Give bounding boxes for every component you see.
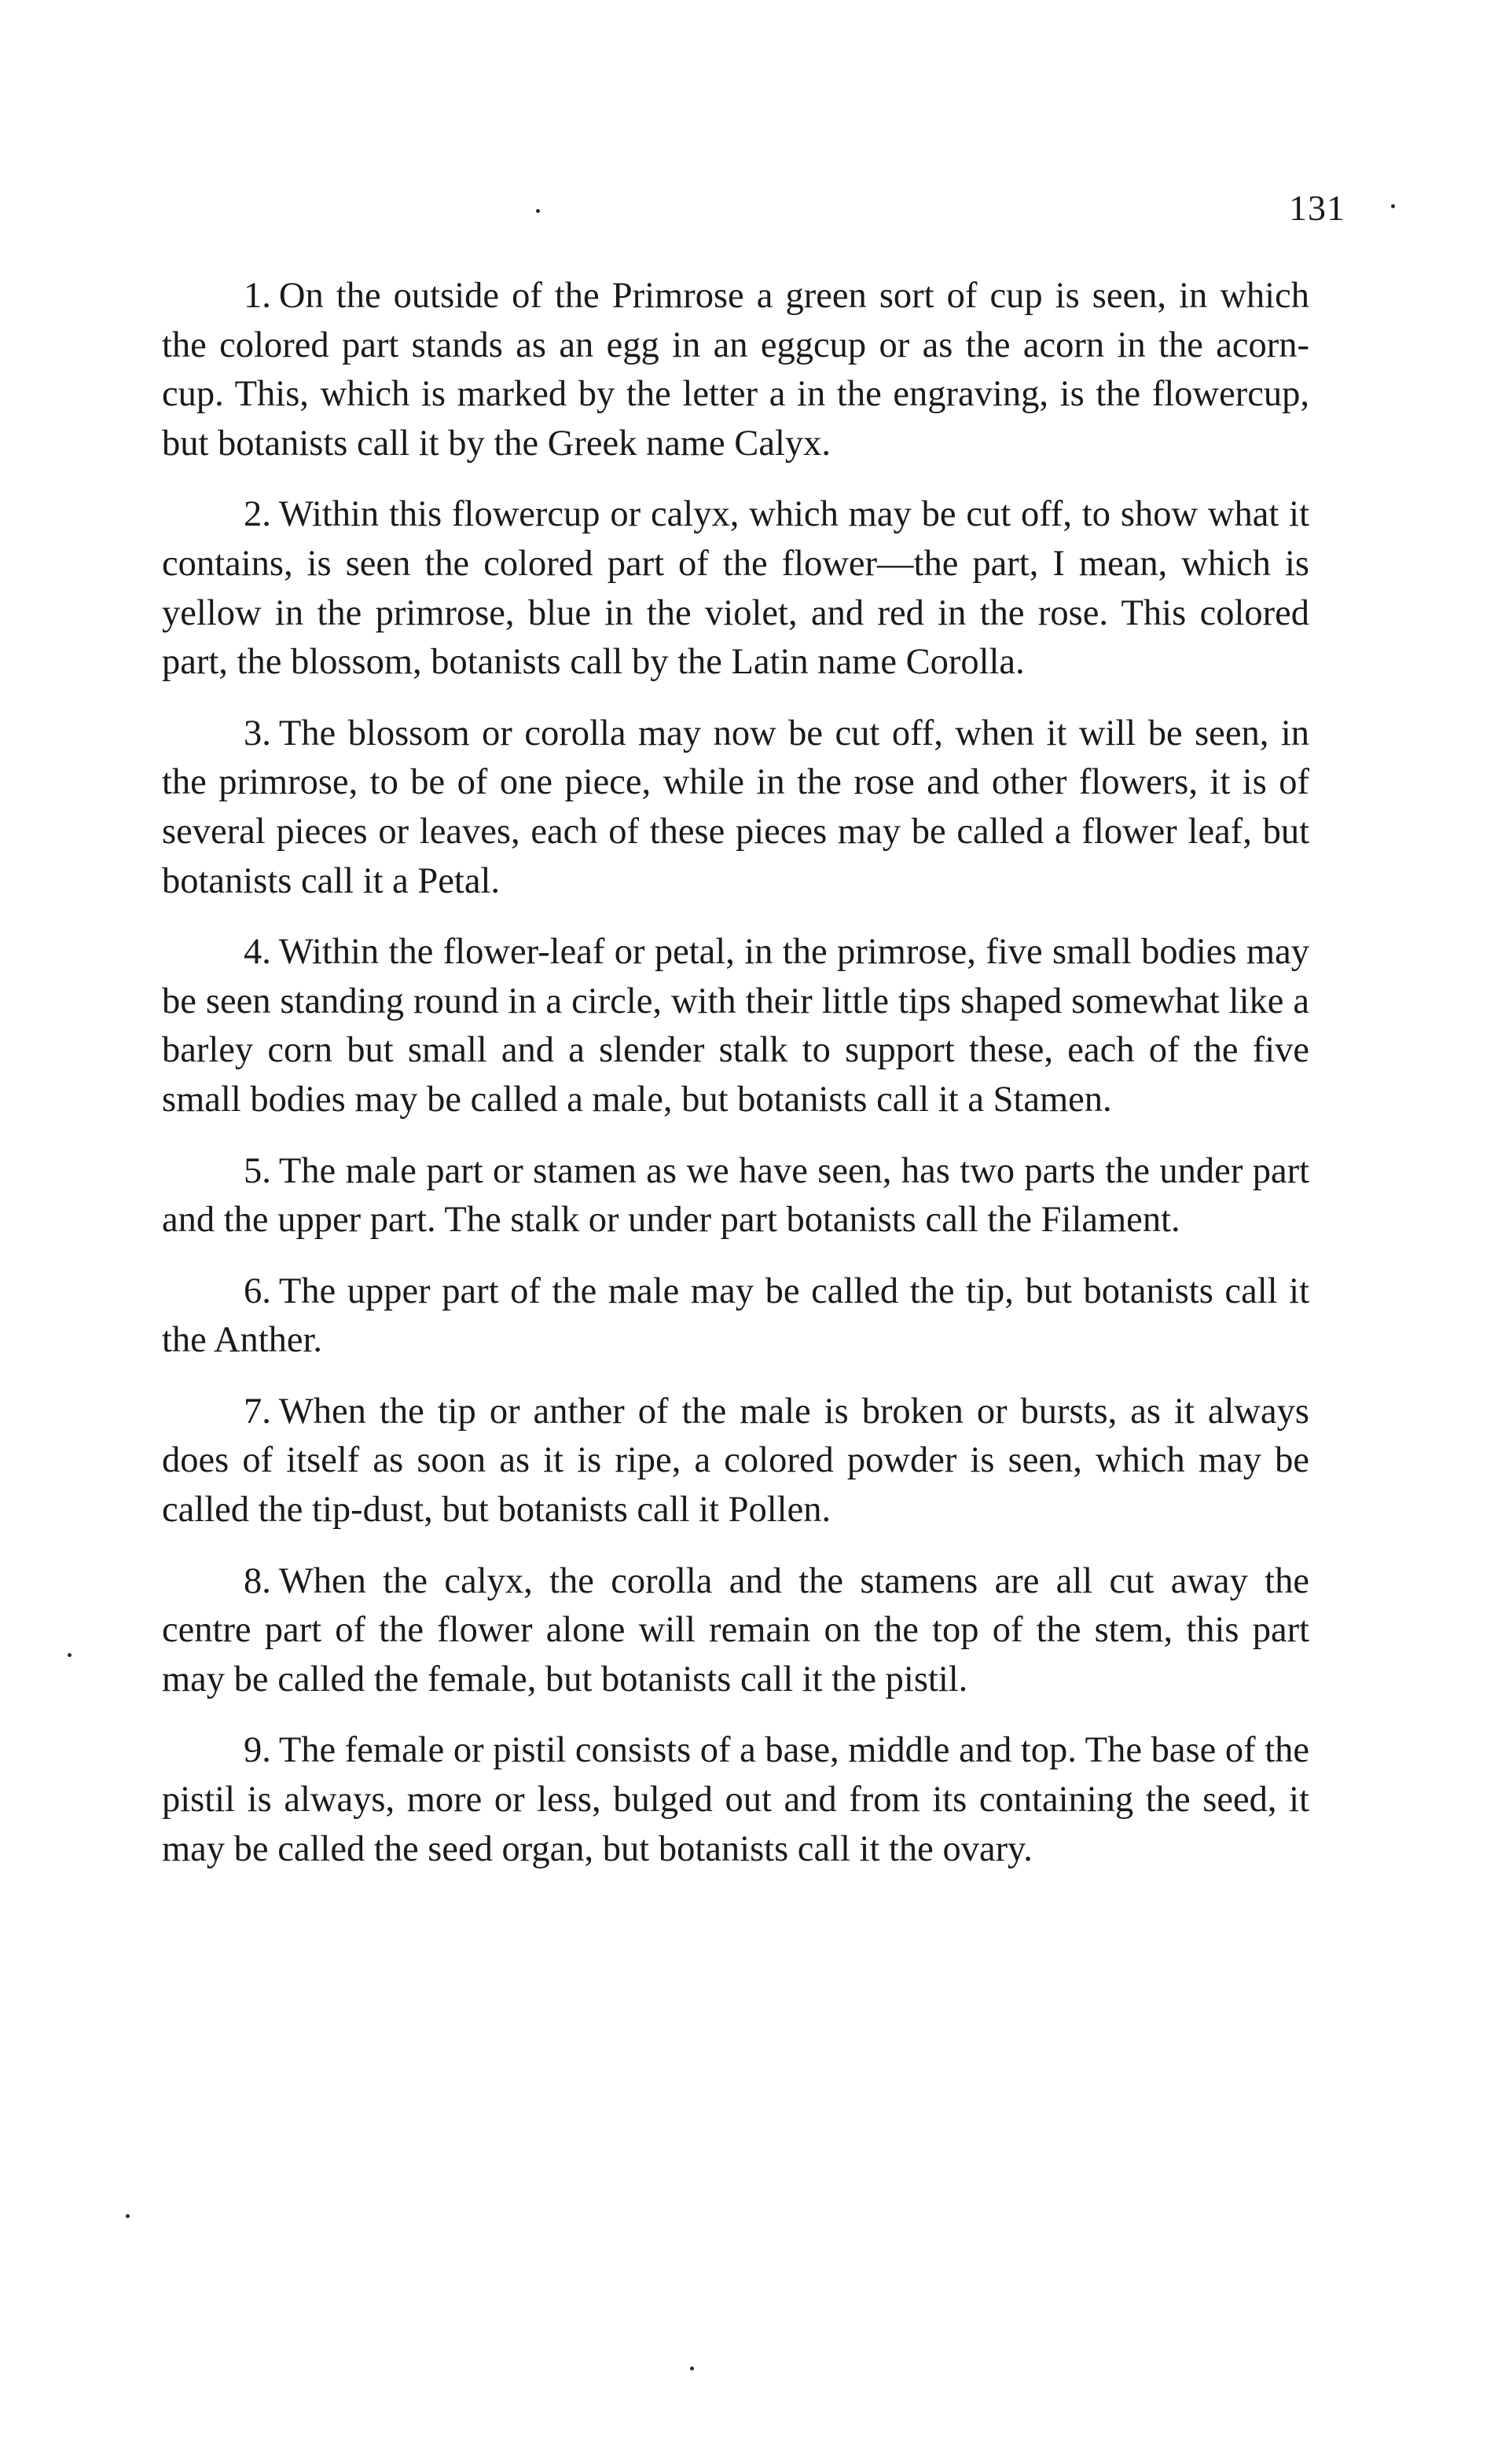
paragraph-text: The female or pistil consists of a base, middle and top. The base of the pistil is always, more or less, bulged out and from its containing the seed, it may be called the seed organ, but botanists call it the ovary. <box>162 1730 1310 1869</box>
paragraph-text: When the calyx, the corolla and the stamens are all cut away the centre part of the flower alone will remain on the top of the stem, this part may be called the female, but botanists call it the pistil. <box>162 1560 1309 1700</box>
print-speck <box>536 209 540 213</box>
paragraph-number: 3. <box>244 713 271 754</box>
paragraph-corolla <box>162 490 1309 687</box>
paragraph-number: 8. <box>244 1560 271 1601</box>
paragraph-pistil <box>162 1557 1309 1705</box>
paragraph-text: On the outside of the Primrose a green sort of cup is seen, in which the colored part stands as an egg in an eggcup or as the acorn in the acorn-cup. This, which is marked by the letter a in the engraving, is the flowercup, but botanists call it by the Greek name Calyx. <box>162 276 1309 464</box>
print-speck <box>690 2367 694 2370</box>
paragraph-text: The male part or stamen as we have seen, has two parts the under part and the upper part. The stalk or under part botanists call the Filament. <box>162 1150 1309 1241</box>
paragraph-stamen <box>162 928 1309 1124</box>
body-text <box>162 272 1309 1896</box>
paragraph-anther <box>162 1267 1309 1366</box>
paragraph-number: 9. <box>244 1730 271 1771</box>
paragraph-number: 1. <box>244 276 271 316</box>
paragraph-number: 7. <box>244 1391 271 1432</box>
paragraph-text: The blossom or corolla may now be cut off, when it will be seen, in the primrose, to be of one piece, while in the rose and other flowers, it is of several pieces or leaves, each of these pieces may be called a flower leaf, but botanists call it a Petal. <box>162 713 1309 901</box>
paragraph-number: 6. <box>244 1270 271 1311</box>
paragraph-ovary <box>162 1726 1309 1874</box>
paragraph-petal <box>162 710 1309 906</box>
print-speck <box>1391 204 1395 208</box>
paragraph-calyx <box>162 272 1309 468</box>
paragraph-number: 5. <box>244 1150 271 1191</box>
paragraph-text: When the tip or anther of the male is broken or bursts, as it always does of itself as soon as it is ripe, a colored powder is seen, which may be called the tip-dust, but botanists call it Pollen. <box>162 1391 1309 1531</box>
page-number: 131 <box>1289 188 1345 228</box>
paragraph-filament <box>162 1147 1309 1245</box>
paragraph-text: Within this flowercup or calyx, which may be cut off, to show what it contains, is seen the colored part of the flower—the part, I mean, which is yellow in the primrose, blue in the violet, and red in the rose. This colored part, the blossom, botanists call by the Latin name Corolla. <box>162 494 1309 683</box>
paragraph-number: 4. <box>244 932 271 973</box>
paragraph-pollen <box>162 1388 1309 1535</box>
paragraph-text: The upper part of the male may be called the tip, but botanists call it the Anther. <box>162 1270 1309 1361</box>
print-speck <box>68 1653 72 1657</box>
paragraph-number: 2. <box>244 494 271 535</box>
print-speck <box>126 2214 130 2218</box>
paragraph-text: Within the flower-leaf or petal, in the primrose, five small bodies may be seen standing round in a circle, with their little tips shaped somewhat like a barley corn but small and a slender stalk to support these, each of the five small bodies may be called a male, but botanists call it a Stamen. <box>162 932 1309 1120</box>
